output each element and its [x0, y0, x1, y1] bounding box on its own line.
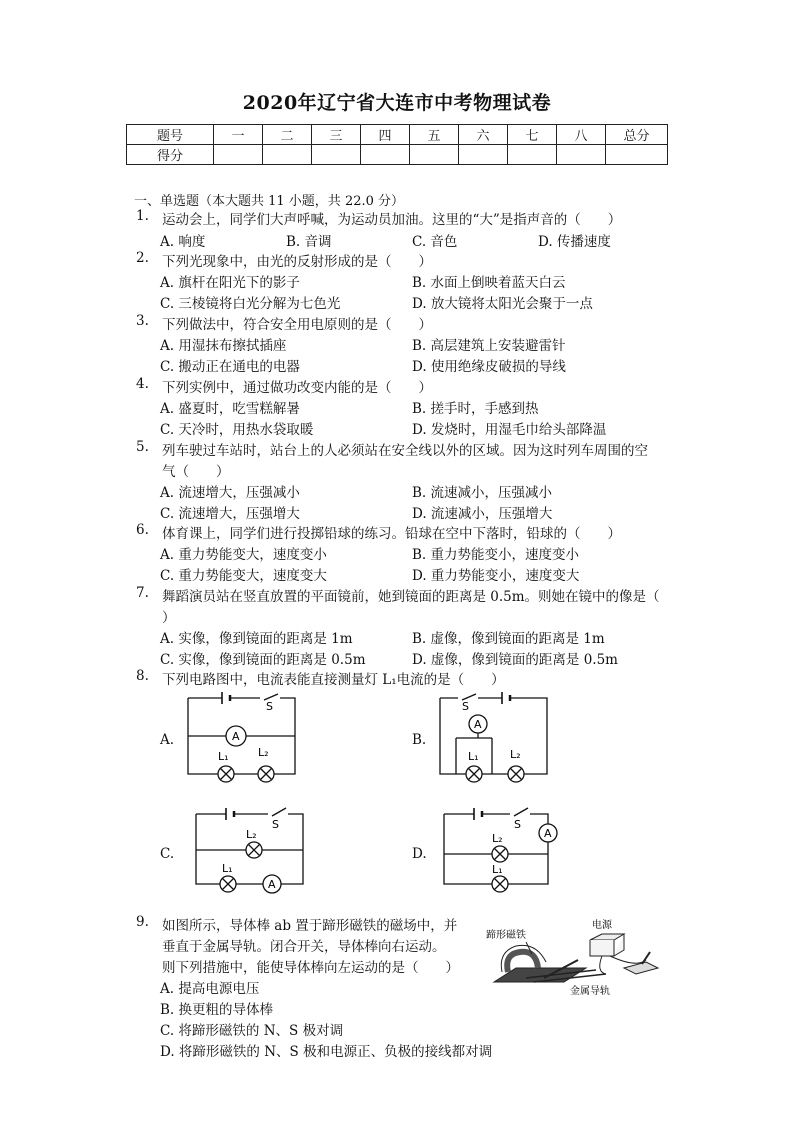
- question-text: 列车驶过车站时，站台上的人必须站在安全线以外的区域。因为这时列车周围的空: [162, 443, 648, 459]
- option-c-label: C.: [160, 846, 175, 862]
- lamp2-label: L₂: [246, 828, 257, 841]
- switch-label: S: [272, 818, 279, 831]
- power-label: 电源: [592, 920, 612, 931]
- score-cell: 八: [557, 125, 606, 145]
- question-text: 下列实例中，通过做功改变内能的是（ ）: [162, 380, 432, 396]
- circuit-diagram-d: [436, 800, 566, 900]
- option-d-label: D.: [412, 846, 427, 862]
- ammeter-label: A: [474, 718, 482, 731]
- score-cell: 四: [361, 125, 410, 145]
- lamp1-label: L₁: [492, 863, 503, 876]
- option-a: A. 提高电源电压: [160, 981, 260, 997]
- score-cell: 二: [263, 125, 312, 145]
- question-text: 如图所示，导体棒 ab 置于蹄形磁铁的磁场中，并: [162, 918, 458, 934]
- option-c: C. 三棱镜将白光分解为七色光: [160, 296, 341, 312]
- question-text: 运动会上，同学们大声呼喊，为运动员加油。这里的“大”是指声音的（ ）: [162, 212, 622, 228]
- option-c: C. 音色: [412, 234, 458, 250]
- option-d: D. 将蹄形磁铁的 N、S 极和电源正、负极的接线都对调: [160, 1044, 493, 1060]
- option-a: A. 盛夏时，吃雪糕解暑: [160, 401, 300, 417]
- circuit-diagram-b: [432, 688, 562, 788]
- ammeter-label: A: [232, 730, 240, 743]
- question-text: 下列光现象中，由光的反射形成的是（ ）: [162, 254, 432, 270]
- question-number: 3.: [136, 313, 149, 329]
- score-cell: [557, 145, 606, 165]
- switch-label: S: [462, 700, 469, 713]
- score-cell: 七: [508, 125, 557, 145]
- lamp1-label: L₁: [218, 750, 229, 763]
- question-text: 体育课上，同学们进行投掷铅球的练习。铅球在空中下落时，铅球的（ ）: [162, 526, 621, 542]
- lamp2-label: L₂: [258, 746, 269, 759]
- circuit-diagram-a: [180, 688, 310, 788]
- score-cell: 题号: [127, 125, 214, 145]
- switch-label: S: [514, 818, 521, 831]
- option-d: D. 放大镜将太阳光会聚于一点: [412, 296, 593, 312]
- ammeter-label: A: [544, 827, 552, 840]
- option-d: D. 虚像，像到镜面的距离是 0.5m: [412, 652, 618, 668]
- score-cell: [459, 145, 508, 165]
- question-text: 气（ ）: [162, 464, 230, 480]
- circuit-diagram-c: [188, 800, 318, 900]
- score-cell: [606, 145, 668, 165]
- lamp1-label: L₁: [222, 862, 233, 875]
- section-title: 一、单选题（本大题共 11 小题，共 22.0 分）: [134, 194, 405, 209]
- score-cell: 一: [214, 125, 263, 145]
- option-a: A. 流速增大，压强减小: [160, 485, 300, 501]
- option-a: A. 重力势能变大，速度变小: [160, 547, 327, 563]
- option-c: C. 流速增大，压强增大: [160, 506, 300, 522]
- score-table: [126, 124, 668, 165]
- option-b: B. 水面上倒映着蓝天白云: [412, 275, 566, 291]
- score-cell: [508, 145, 557, 165]
- question-text: 舞蹈演员站在竖直放置的平面镜前，她到镜面的距离是 0.5m。则她在镜中的像是（: [162, 589, 660, 605]
- question-text: 下列做法中，符合安全用电原则的是（ ）: [162, 317, 432, 333]
- lamp2-label: L₂: [492, 832, 503, 845]
- score-cell: 总分: [606, 125, 668, 145]
- score-cell: 五: [410, 125, 459, 145]
- score-cell: [410, 145, 459, 165]
- option-d: D. 流速减小，压强增大: [412, 506, 553, 522]
- option-b: B. 流速减小，压强减小: [412, 485, 553, 501]
- question-text: 下列电路图中，电流表能直接测量灯 L₁电流的是（ ）: [162, 672, 505, 688]
- exam-title: 2020年辽宁省大连市中考物理试卷: [242, 92, 552, 114]
- magnet-rail-figure: [486, 912, 664, 1002]
- option-b: B. 重力势能变小，速度变小: [412, 547, 580, 563]
- score-cell: 六: [459, 125, 508, 145]
- option-c: C. 重力势能变大，速度变大: [160, 568, 327, 584]
- score-cell: [361, 145, 410, 165]
- option-d: D. 重力势能变小，速度变大: [412, 568, 580, 584]
- option-c: C. 搬动正在通电的电器: [160, 359, 300, 375]
- option-b-label: B.: [412, 732, 427, 748]
- option-b: B. 搓手时，手感到热: [412, 401, 539, 417]
- score-cell: [312, 145, 361, 165]
- option-a: A. 用湿抹布擦拭插座: [160, 338, 287, 354]
- question-number: 5.: [136, 439, 149, 455]
- option-b: B. 高层建筑上安装避雷针: [412, 338, 566, 354]
- option-a: A. 响度: [160, 234, 206, 250]
- question-number: 1.: [136, 208, 149, 224]
- score-cell: [214, 145, 263, 165]
- question-number: 6.: [136, 522, 149, 538]
- score-table-score-row: [127, 145, 668, 165]
- question-number: 9.: [136, 914, 149, 930]
- option-c: C. 将蹄形磁铁的 N、S 极对调: [160, 1023, 344, 1039]
- option-b: B. 换更粗的导体棒: [160, 1002, 274, 1018]
- question-text: 垂直于金属导轨。闭合开关，导体棒向右运动。: [162, 939, 446, 955]
- magnet-label: 蹄形磁铁: [486, 930, 526, 941]
- question-number: 2.: [136, 250, 149, 266]
- question-number: 4.: [136, 376, 149, 392]
- ammeter-label: A: [268, 878, 276, 891]
- lamp2-label: L₂: [510, 748, 521, 761]
- rail-label: 金属导轨: [570, 986, 610, 997]
- option-a-label: A.: [160, 732, 175, 748]
- option-d: D. 传播速度: [538, 234, 611, 250]
- score-cell: 三: [312, 125, 361, 145]
- option-d: D. 发烧时，用湿毛巾给头部降温: [412, 422, 607, 438]
- option-d: D. 使用绝缘皮破损的导线: [412, 359, 566, 375]
- option-b: B. 音调: [286, 234, 332, 250]
- option-c: C. 天冷时，用热水袋取暖: [160, 422, 314, 438]
- score-table-header-row: [127, 125, 668, 145]
- score-cell: 得分: [127, 145, 214, 165]
- question-text: 则下列措施中，能使导体棒向左运动的是（ ）: [162, 960, 459, 976]
- option-a: A. 旗杆在阳光下的影子: [160, 275, 300, 291]
- option-b: B. 虚像，像到镜面的距离是 1m: [412, 631, 605, 647]
- switch-label: S: [266, 700, 273, 713]
- question-text: ）: [162, 610, 176, 626]
- option-a: A. 实像，像到镜面的距离是 1m: [160, 631, 353, 647]
- question-number: 7.: [136, 585, 149, 601]
- lamp1-label: L₁: [468, 750, 479, 763]
- question-number: 8.: [136, 668, 149, 684]
- score-cell: [263, 145, 312, 165]
- option-c: C. 实像，像到镜面的距离是 0.5m: [160, 652, 366, 668]
